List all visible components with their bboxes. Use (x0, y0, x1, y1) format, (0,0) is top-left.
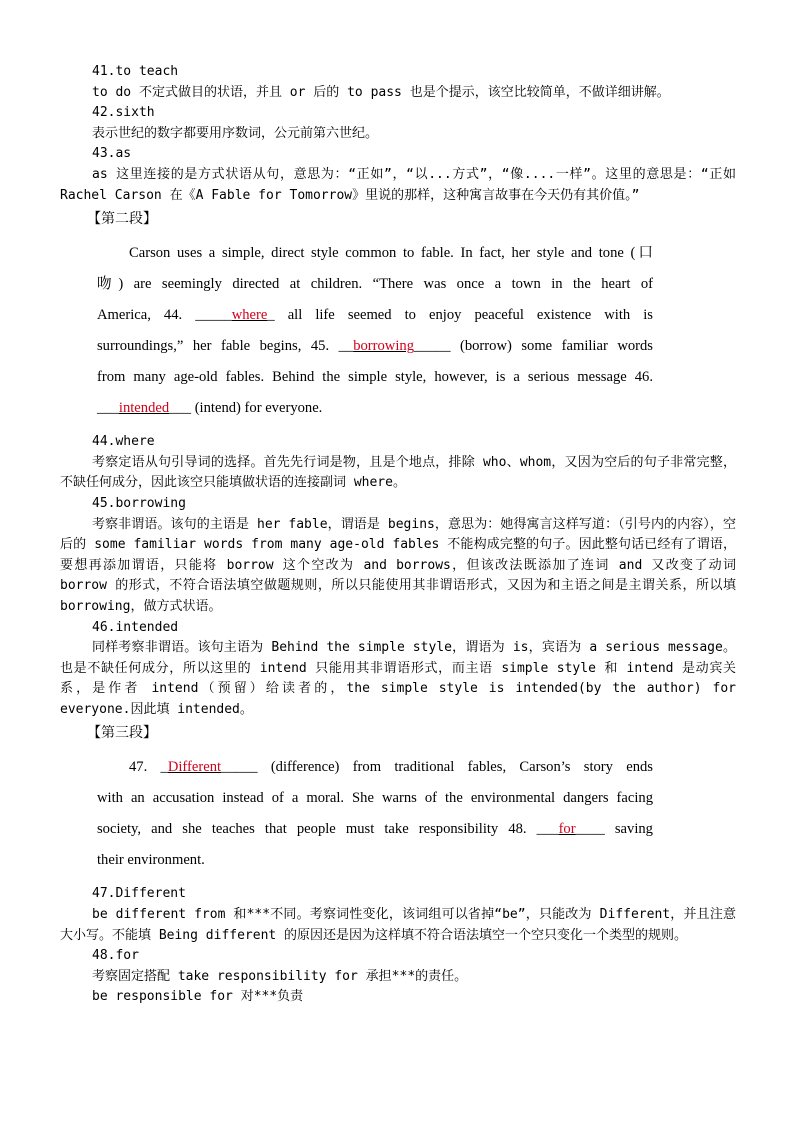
section-heading-3: 【第三段】 (87, 725, 157, 742)
answer-blank-44: where (231, 307, 268, 324)
answer-45: 45.borrowing (92, 495, 186, 511)
passage-line: 吻) are seemingly directed at children. “There was once a town in the heart of (97, 276, 653, 293)
answer-blank-46: intended (118, 400, 170, 417)
passage-line: from many age-old fables. Behind the simple style, however, is a serious message 46. (97, 369, 653, 386)
answer-46: 46.intended (92, 619, 179, 635)
explanation-47: be different from 和***不同。考察词性变化，该词组可以省掉“be”，只能改为 Different，并且注意大小写。不能填 Being different 的原因还是因为这样填不符合语法填空一个空只变化一个类型的规则。 (60, 907, 736, 943)
passage-line (97, 300, 653, 331)
passage-paragraph-2 (60, 238, 653, 424)
passage-line (97, 393, 653, 424)
passage-line (97, 331, 653, 362)
explanation-45: 考察非谓语。该句的主语是 her fable，谓语是 begins，意思为：她得寓言这样写道：（引号内的内容），空后的 some familiar words from many age-old fables 不能构成完整的句子。因此整句话已经有了谓语，要想再添加谓语，只能将 borrow 这个空改为 and borrows，但该改法既添加了连词 and 又改变了动词 borrow 的形式，不符合语法填空做题规则，所以只能使用其非谓语形式，又因为和主语之间是主谓关系，所以填 borrowing，做方式状语。 (60, 516, 736, 614)
section-heading-2: 【第二段】 (87, 211, 157, 228)
passage-line (97, 814, 653, 845)
answer-blank-47: Different (167, 759, 222, 776)
answer-43: 43.as (92, 146, 132, 162)
passage-line: their environment. (97, 852, 205, 869)
answer-blank-45: borrowing (353, 338, 414, 355)
explanation-42: 表示世纪的数字都要用序数词，公元前第六世纪。 (92, 125, 379, 141)
passage-text: society, and she teaches that people must take responsibility 48. ___ (97, 821, 559, 838)
passage-text: ___ (intend) for everyone. (169, 400, 323, 417)
passage-text: _ all life seemed to enjoy peaceful existence with is (267, 307, 653, 324)
explanation-43: as 这里连接的是方式状语从句，意思为：“正如”，“以...方式”，“像....一样”。这里的意思是：“正如 Rachel Carson 在《A Fable for Tomorrow》里说的那样，这种寓言故事在今天仍有其价值。” (60, 166, 736, 203)
passage-paragraph-3 (60, 752, 653, 876)
explanation-48: 考察固定搭配 take responsibility for 承担***的责任。 (92, 968, 468, 984)
answer-blank-48: for (558, 821, 576, 838)
passage-text: America, 44. _____ (97, 307, 232, 324)
answer-47: 47.Different (92, 886, 186, 902)
passage-line (97, 752, 653, 783)
answer-41: 41.to teach (92, 64, 179, 79)
passage-text: _____ (difference) from traditional fables, Carson’s story ends (221, 759, 653, 776)
answer-44: 44.where (92, 434, 155, 450)
passage-text: ___ (97, 400, 119, 417)
passage-line: Carson uses a simple, direct style common to fable. In fact, her style and tone (口 (129, 245, 653, 262)
passage-text: ____ saving (575, 821, 653, 838)
answer-48: 48.for (92, 948, 139, 964)
explanation-44: 考察定语从句引导词的选择。首先先行词是物，且是个地点，排除 who、whom，又因为空后的句子非常完整，不缺任何成分，因此该空只能填做状语的连接副词 where。 (60, 454, 736, 491)
passage-text: surroundings,” her fable begins, 45. __ (97, 338, 354, 355)
document-page (60, 62, 736, 1008)
answer-42: 42.sixth (92, 105, 155, 121)
explanation-46: 同样考察非谓语。该句主语为 Behind the simple style，谓语为 is，宾语为 a serious message。也是不缺任何成分，所以这里的 intend 只能用其非谓语形式，而主语 simple style 和 intend 是动宾关系，是作者 intend（预留）给读者的，the simple style is intended(by the author) for everyone.因此填 intended。 (60, 640, 736, 717)
explanation-48-note: be responsible for 对***负责 (92, 989, 304, 1005)
passage-text: _____ (borrow) some familiar words (414, 338, 653, 355)
passage-line: with an accusation instead of a moral. She warns of the environmental dangers facing (97, 790, 653, 807)
explanation-41: to do 不定式做目的状语，并且 or 后的 to pass 也是个提示，该空比较简单，不做详细讲解。 (92, 84, 670, 100)
passage-text: 47. _ (129, 759, 168, 776)
